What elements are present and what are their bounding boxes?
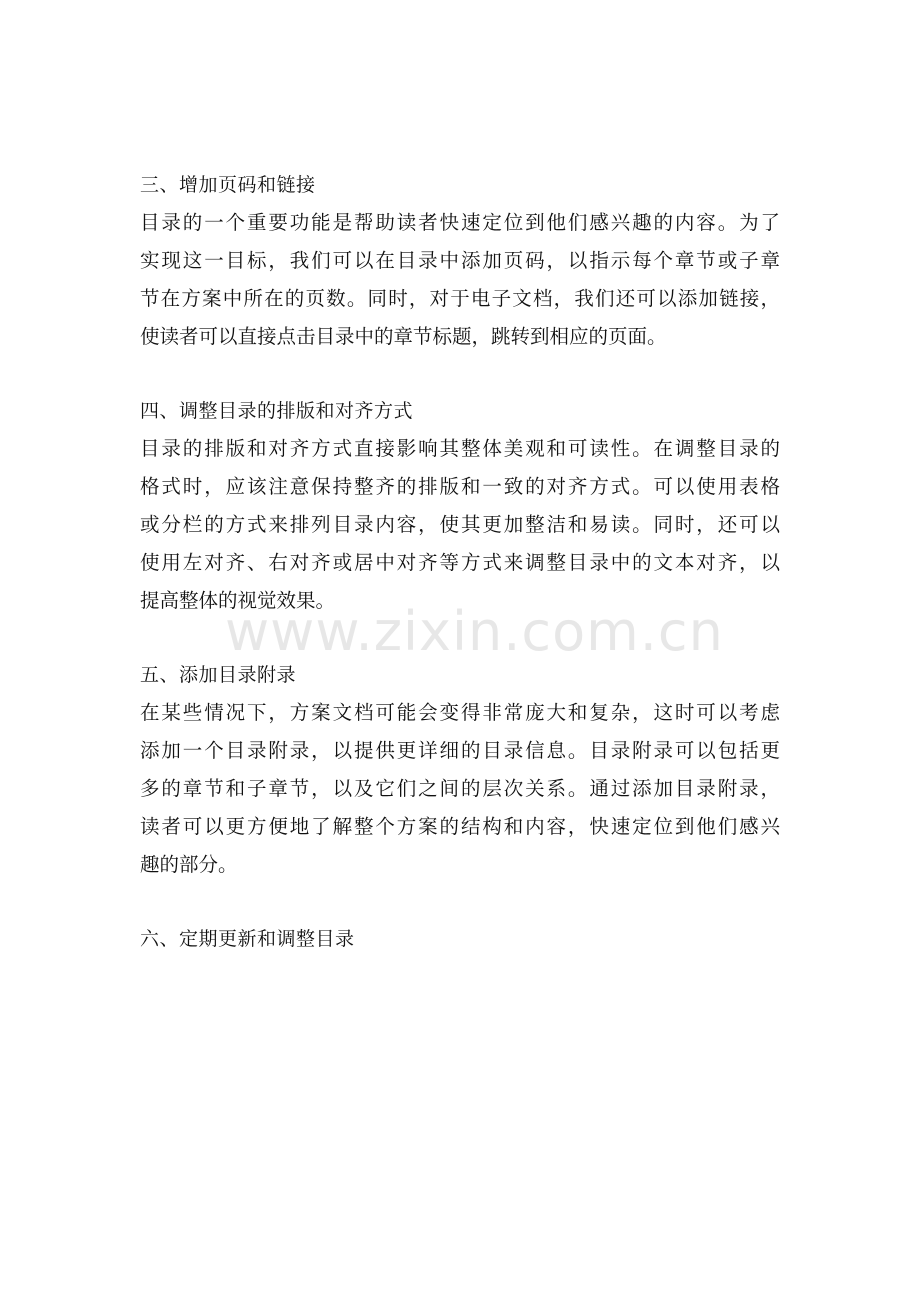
paragraph-line: 在某些情况下，方案文档可能会变得非常庞大和复杂，这时可以考虑 (140, 701, 780, 724)
paragraph-line: 目录的排版和对齐方式直接影响其整体美观和可读性。在调整目录的 (140, 437, 780, 460)
section-heading: 四、调整目录的排版和对齐方式 (140, 400, 414, 422)
paragraph-line: 多的章节和子章节，以及它们之间的层次关系。通过添加目录附录， (140, 777, 780, 800)
paragraph-line: 实现这一目标，我们可以在目录中添加页码，以指示每个章节或子章 (140, 249, 780, 272)
paragraph-line: 使用左对齐、右对齐或居中对齐等方式来调整目录中的文本对齐，以 (140, 551, 780, 574)
paragraph-line: 或分栏的方式来排列目录内容，使其更加整洁和易读。同时，还可以 (140, 513, 780, 536)
paragraph-line: 使读者可以直接点击目录中的章节标题，跳转到相应的页面。 (140, 325, 667, 348)
paragraph-line: 读者可以更方便地了解整个方案的结构和内容，快速定位到他们感兴 (140, 815, 780, 838)
section-heading: 五、添加目录附录 (140, 664, 297, 686)
section-heading: 三、增加页码和链接 (140, 174, 316, 196)
paragraph-line: 提高整体的视觉效果。 (140, 589, 336, 612)
document-body (140, 166, 780, 994)
paragraph (140, 694, 780, 884)
section-page-numbers-links (140, 166, 780, 356)
paragraph-line: 添加一个目录附录，以提供更详细的目录信息。目录附录可以包括更 (140, 739, 780, 762)
paragraph-line: 格式时，应该注意保持整齐的排版和一致的对齐方式。可以使用表格 (140, 475, 780, 498)
paragraph-line: 趣的部分。 (140, 853, 238, 876)
section-appendix (140, 656, 780, 884)
section-update-toc (140, 920, 780, 958)
paragraph (140, 430, 780, 620)
section-layout-alignment (140, 392, 780, 620)
paragraph-line: 目录的一个重要功能是帮助读者快速定位到他们感兴趣的内容。为了 (140, 211, 780, 234)
watermark: www.zixin.com.cn (225, 600, 724, 663)
paragraph (140, 204, 780, 356)
paragraph-line: 节在方案中所在的页数。同时，对于电子文档，我们还可以添加链接， (140, 287, 780, 310)
section-heading: 六、定期更新和调整目录 (140, 928, 355, 950)
